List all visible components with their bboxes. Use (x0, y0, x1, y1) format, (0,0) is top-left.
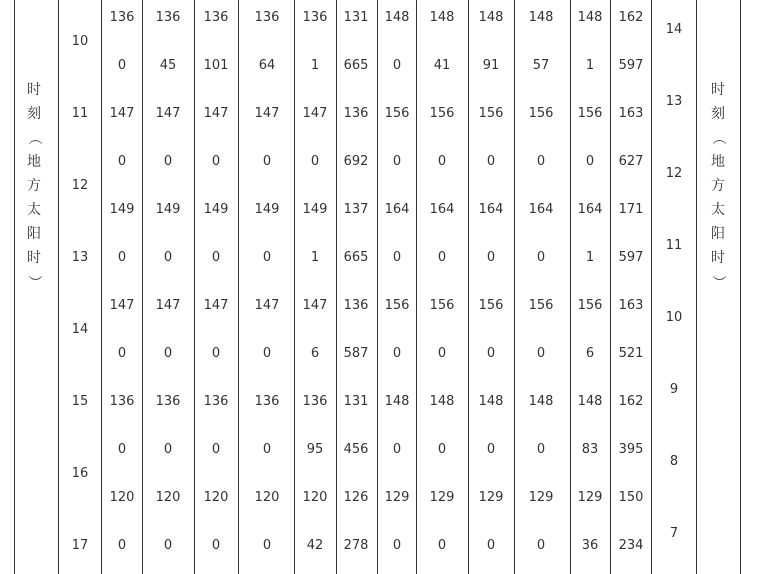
table-cell: 42 (306, 538, 324, 553)
hour-label-right: 7 (669, 526, 679, 541)
table-cell: 156 (577, 106, 603, 121)
table-cell: 597 (618, 250, 644, 265)
table-cell: 0 (486, 250, 496, 265)
grid-line (696, 0, 697, 574)
side-label-left: 时 刻 （ 地 方 太 阳 时 ） (26, 82, 42, 289)
table-cell: 0 (585, 154, 595, 169)
table-cell: 101 (203, 58, 229, 73)
table-cell: 126 (343, 490, 369, 505)
table-cell: 136 (203, 10, 229, 25)
table-cell: 147 (302, 106, 328, 121)
table-cell: 136 (343, 106, 369, 121)
table-cell: 136 (203, 394, 229, 409)
table-cell: 41 (433, 58, 451, 73)
table-cell: 148 (528, 10, 554, 25)
table-cell: 147 (155, 106, 181, 121)
hour-label-right: 8 (669, 454, 679, 469)
table-cell: 148 (528, 394, 554, 409)
table-cell: 6 (585, 346, 595, 361)
table-cell: 137 (343, 202, 369, 217)
hour-label-right: 9 (669, 382, 679, 397)
table-cell: 131 (343, 10, 369, 25)
table-cell: 0 (117, 346, 127, 361)
table-cell: 149 (203, 202, 229, 217)
table-cell: 0 (536, 442, 546, 457)
table-cell: 0 (392, 250, 402, 265)
table-cell: 147 (254, 106, 280, 121)
table-cell: 120 (203, 490, 229, 505)
table-cell: 162 (618, 394, 644, 409)
table-cell: 456 (343, 442, 369, 457)
table-cell: 120 (302, 490, 328, 505)
table-cell: 136 (254, 394, 280, 409)
table-cell: 129 (384, 490, 410, 505)
table-cell: 665 (343, 58, 369, 73)
table-cell: 149 (302, 202, 328, 217)
table-cell: 147 (109, 298, 135, 313)
table-cell: 148 (384, 10, 410, 25)
table-cell: 0 (486, 346, 496, 361)
table-cell: 162 (618, 10, 644, 25)
grid-line (514, 0, 515, 574)
table-cell: 395 (618, 442, 644, 457)
table-cell: 149 (254, 202, 280, 217)
hour-label-right: 12 (665, 166, 683, 181)
table-cell: 156 (429, 298, 455, 313)
table-cell: 136 (109, 394, 135, 409)
table-cell: 120 (109, 490, 135, 505)
table-cell: 0 (486, 154, 496, 169)
grid-line (14, 0, 15, 574)
table-cell: 148 (384, 394, 410, 409)
grid-line (336, 0, 337, 574)
table-cell: 278 (343, 538, 369, 553)
hour-label-right: 11 (665, 238, 683, 253)
table-cell: 0 (211, 346, 221, 361)
grid-line (294, 0, 295, 574)
grid-line (416, 0, 417, 574)
hour-label-left: 12 (71, 178, 89, 193)
table-cell: 0 (117, 442, 127, 457)
table-cell: 1 (585, 58, 595, 73)
table-cell: 120 (254, 490, 280, 505)
table-cell: 0 (211, 442, 221, 457)
grid-line (377, 0, 378, 574)
table-cell: 36 (581, 538, 599, 553)
table-cell: 147 (302, 298, 328, 313)
hour-label-left: 16 (71, 466, 89, 481)
table-cell: 0 (262, 154, 272, 169)
table-cell: 129 (478, 490, 504, 505)
table-cell: 692 (343, 154, 369, 169)
table-cell: 156 (528, 298, 554, 313)
table-cell: 171 (618, 202, 644, 217)
grid-line (238, 0, 239, 574)
table-cell: 0 (117, 250, 127, 265)
table-cell: 0 (392, 154, 402, 169)
table-cell: 156 (577, 298, 603, 313)
table-cell: 0 (392, 58, 402, 73)
grid-line (101, 0, 102, 574)
table-cell: 164 (478, 202, 504, 217)
table-cell: 0 (536, 250, 546, 265)
hour-label-left: 11 (71, 106, 89, 121)
table-cell: 0 (392, 346, 402, 361)
table-cell: 156 (384, 298, 410, 313)
table-cell: 0 (486, 538, 496, 553)
table-cell: 57 (532, 58, 550, 73)
table-cell: 597 (618, 58, 644, 73)
table-cell: 131 (343, 394, 369, 409)
table-cell: 0 (392, 442, 402, 457)
table-cell: 665 (343, 250, 369, 265)
table-cell: 0 (536, 538, 546, 553)
table-cell: 156 (429, 106, 455, 121)
table-cell: 164 (528, 202, 554, 217)
table-cell: 521 (618, 346, 644, 361)
table-cell: 0 (163, 346, 173, 361)
table-cell: 0 (262, 250, 272, 265)
table-cell: 148 (478, 10, 504, 25)
table-cell: 0 (117, 538, 127, 553)
table-cell: 0 (262, 442, 272, 457)
table-cell: 0 (163, 442, 173, 457)
table-cell: 136 (155, 394, 181, 409)
table-cell: 156 (478, 106, 504, 121)
table-cell: 587 (343, 346, 369, 361)
table-cell: 164 (384, 202, 410, 217)
hour-label-left: 15 (71, 394, 89, 409)
table-cell: 0 (117, 58, 127, 73)
grid-line (468, 0, 469, 574)
table-cell: 164 (429, 202, 455, 217)
table-cell: 120 (155, 490, 181, 505)
table-cell: 0 (437, 442, 447, 457)
grid-line (570, 0, 571, 574)
table-cell: 148 (478, 394, 504, 409)
table-cell: 1 (585, 250, 595, 265)
table-cell: 136 (302, 10, 328, 25)
table-cell: 0 (437, 154, 447, 169)
table-cell: 0 (536, 154, 546, 169)
table-cell: 1 (310, 250, 320, 265)
table-cell: 64 (258, 58, 276, 73)
table-cell: 0 (262, 538, 272, 553)
grid-line (58, 0, 59, 574)
table-cell: 147 (109, 106, 135, 121)
table-cell: 6 (310, 346, 320, 361)
table-cell: 147 (254, 298, 280, 313)
table-cell: 149 (109, 202, 135, 217)
table-cell: 0 (211, 538, 221, 553)
table-cell: 0 (117, 154, 127, 169)
table-cell: 0 (392, 538, 402, 553)
table-cell: 136 (302, 394, 328, 409)
table-cell: 129 (429, 490, 455, 505)
table-cell: 0 (211, 250, 221, 265)
table-cell: 0 (486, 442, 496, 457)
table-cell: 0 (211, 154, 221, 169)
hour-label-left: 10 (71, 34, 89, 49)
hour-label-left: 17 (71, 538, 89, 553)
table-cell: 136 (109, 10, 135, 25)
table-cell: 147 (203, 298, 229, 313)
hour-label-right: 10 (665, 310, 683, 325)
table-cell: 0 (163, 154, 173, 169)
grid-line (740, 0, 741, 574)
table-cell: 45 (159, 58, 177, 73)
table-cell: 129 (577, 490, 603, 505)
table-cell: 95 (306, 442, 324, 457)
table-cell: 136 (155, 10, 181, 25)
grid-line (194, 0, 195, 574)
table-cell: 148 (577, 394, 603, 409)
table-cell: 0 (163, 250, 173, 265)
table-cell: 163 (618, 106, 644, 121)
table-cell: 0 (536, 346, 546, 361)
hour-label-left: 13 (71, 250, 89, 265)
grid-line (651, 0, 652, 574)
table-cell: 0 (262, 346, 272, 361)
table-cell: 156 (384, 106, 410, 121)
hour-label-right: 14 (665, 22, 683, 37)
table-cell: 83 (581, 442, 599, 457)
hour-label-left: 14 (71, 322, 89, 337)
table-cell: 148 (429, 394, 455, 409)
table-cell: 156 (478, 298, 504, 313)
table-cell: 148 (577, 10, 603, 25)
table-cell: 136 (254, 10, 280, 25)
table-cell: 156 (528, 106, 554, 121)
table-cell: 149 (155, 202, 181, 217)
table-cell: 0 (310, 154, 320, 169)
side-label-right: 时 刻 （ 地 方 太 阳 时 ） (710, 82, 726, 289)
grid-line (142, 0, 143, 574)
table-cell: 163 (618, 298, 644, 313)
table-cell: 136 (343, 298, 369, 313)
hour-label-right: 13 (665, 94, 683, 109)
table-cell: 148 (429, 10, 455, 25)
table-cell: 150 (618, 490, 644, 505)
table-cell: 147 (155, 298, 181, 313)
table-cell: 234 (618, 538, 644, 553)
table-cell: 129 (528, 490, 554, 505)
table-cell: 0 (437, 538, 447, 553)
table-cell: 0 (163, 538, 173, 553)
table-cell: 0 (437, 346, 447, 361)
table-cell: 91 (482, 58, 500, 73)
table-cell: 0 (437, 250, 447, 265)
table-cell: 1 (310, 58, 320, 73)
table-cell: 147 (203, 106, 229, 121)
table-cell: 164 (577, 202, 603, 217)
table-cell: 627 (618, 154, 644, 169)
grid-line (610, 0, 611, 574)
